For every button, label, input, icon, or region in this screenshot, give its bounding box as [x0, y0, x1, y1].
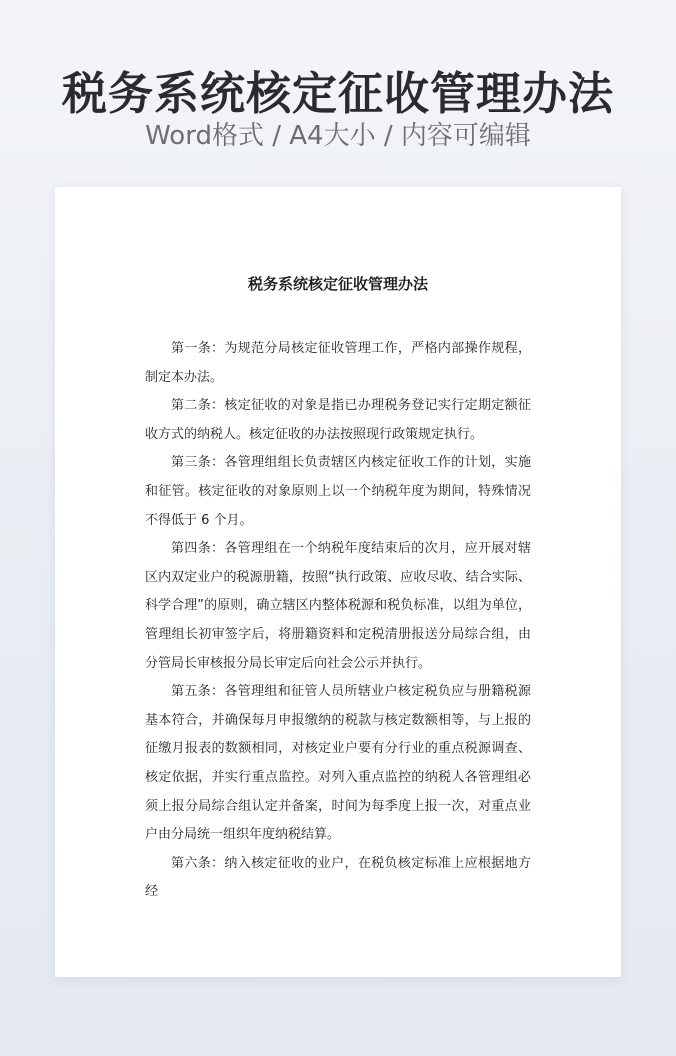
article-5: 第五条：各管理组和征管人员所辖业户核定税负应与册籍税源基本符合，并确保每月申报缴纳的税款与核定数额相等，与上报的征缴月报表的数额相同，对核定业户要有分行业的重点税源调查、核定依据，并实行重点监控。对列入重点监控的纳税人各管理组必须上报分局综合组认定并备案，时间为每季度上报一次，对重点业户由分局统一组织年度纳税结算。 — [145, 684, 531, 843]
article-4: 第四条：各管理组在一个纳税年度结束后的次月，应开展对辖区内双定业户的税源册籍，按照“执行政策、应收尽收、结合实际、科学合理”的原则，确立辖区内整体税源和税负标准，以组为单位，管理组长初审签字后，将册籍资料和定税清册报送分局综合组，由分管局长审核报分局长审定后向社会公示并执行。 — [145, 541, 531, 671]
article-3: 第三条：各管理组组长负责辖区内核定征收工作的计划，实施和征管。核定征收的对象原则上以一个纳税年度为期间，特殊情况不得低于 6 个月。 — [145, 455, 531, 528]
document-page — [55, 187, 621, 977]
page-title: 税务系统核定征收管理办法 — [61, 67, 614, 120]
page-subtitle: Word格式 / A4大小 / 内容可编辑 — [145, 121, 531, 151]
article-2: 第二条：核定征收的对象是指已办理税务登记实行定期定额征收方式的纳税人。核定征收的办法按照现行政策规定执行。 — [145, 398, 531, 442]
article-6: 第六条：纳入核定征收的业户，在税负核定标准上应根据地方经 — [145, 855, 531, 900]
document-title: 税务系统核定征收管理办法 — [247, 275, 428, 293]
document-body — [145, 335, 531, 907]
article-1: 第一条：为规范分局核定征收管理工作，严格内部操作规程，制定本办法。 — [145, 341, 531, 385]
